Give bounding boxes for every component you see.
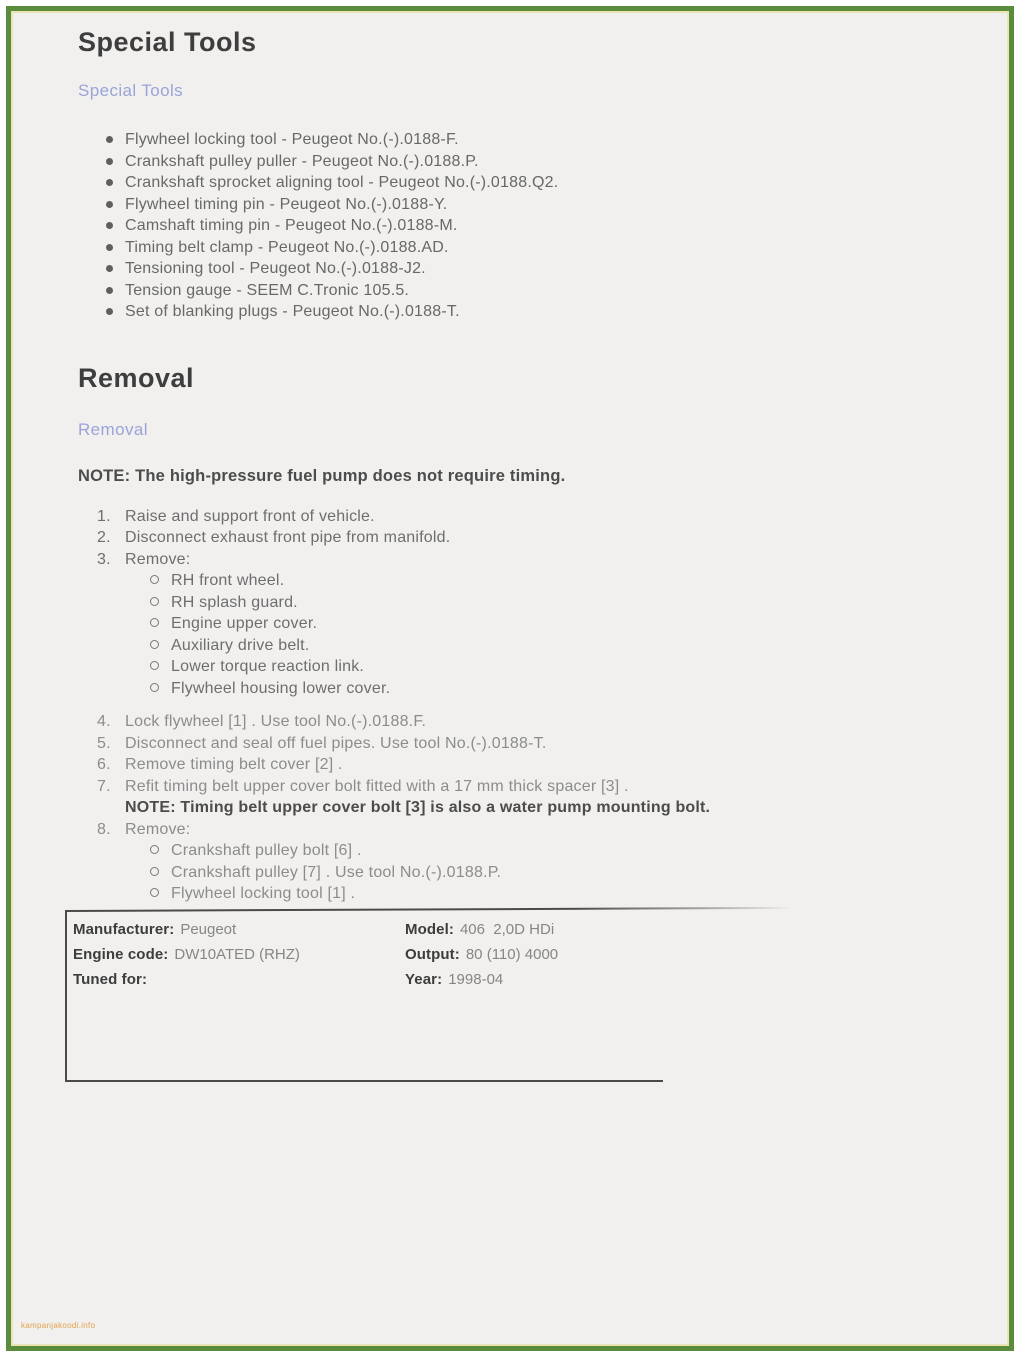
info-label: Manufacturer: bbox=[73, 920, 175, 938]
step7-note: NOTE: Timing belt upper cover bolt [3] is also a water pump mounting bolt. bbox=[125, 799, 711, 816]
tool-item-text: Flywheel timing pin - Peugeot No.(-).0188-Y. bbox=[125, 195, 448, 213]
sub-item bbox=[13, 840, 1007, 862]
info-label: Output: bbox=[405, 945, 460, 963]
step-item bbox=[13, 506, 1007, 528]
sub-item-text: Flywheel locking tool [1] . bbox=[171, 885, 356, 902]
info-label: Year: bbox=[405, 970, 443, 988]
tool-item-text: Camshaft timing pin - Peugeot No.(-).0188-M. bbox=[125, 217, 458, 234]
tool-item-text: Tensioning tool - Peugeot No.(-).0188-J2. bbox=[125, 260, 426, 277]
bullet-icon bbox=[106, 222, 113, 229]
section-title-special-tools: Special Tools bbox=[78, 27, 257, 57]
sub-item bbox=[13, 678, 1007, 700]
info-value: 1998-04 bbox=[448, 970, 504, 988]
bullet-icon bbox=[106, 179, 113, 186]
info-cell bbox=[405, 921, 554, 946]
tool-list-item bbox=[13, 237, 1007, 259]
bullet-icon bbox=[106, 136, 113, 143]
tool-list-item bbox=[13, 215, 1007, 237]
step-item bbox=[13, 527, 1007, 549]
info-cell bbox=[405, 971, 503, 996]
bullet-icon bbox=[106, 244, 113, 251]
circle-bullet-icon bbox=[150, 683, 159, 692]
special-tools-list bbox=[13, 129, 1007, 323]
bullet-icon bbox=[106, 158, 113, 165]
info-label: Tuned for: bbox=[73, 970, 148, 988]
step8-sublist bbox=[13, 840, 1007, 905]
watermark-text: kampanjakoodi.info bbox=[21, 1321, 96, 1330]
step-text: Disconnect and seal off fuel pipes. Use tool No.(-).0188-T. bbox=[125, 734, 547, 752]
circle-bullet-icon bbox=[150, 867, 159, 876]
step-text: Lock flywheel [1] . Use tool No.(-).0188.F. bbox=[125, 713, 427, 730]
info-value: 406 2,0D HDi bbox=[459, 920, 555, 938]
info-cell bbox=[73, 971, 405, 996]
info-label: Model: bbox=[405, 920, 454, 938]
section-title-removal: Removal bbox=[78, 362, 195, 393]
sub-item-text: Lower torque reaction link. bbox=[171, 658, 365, 675]
sub-item bbox=[13, 613, 1007, 635]
tool-item-text: Crankshaft sprocket aligning tool - Peugeot No.(-).0188.Q2. bbox=[125, 174, 559, 191]
step-item bbox=[13, 819, 1007, 841]
tool-list-item bbox=[13, 301, 1007, 323]
circle-bullet-icon bbox=[150, 575, 159, 584]
sub-item-text: Crankshaft pulley [7] . Use tool No.(-).0188.P. bbox=[171, 863, 502, 881]
step-text: Remove: bbox=[125, 820, 191, 838]
bullet-icon bbox=[106, 265, 113, 272]
tool-list-item bbox=[13, 194, 1007, 216]
step-number: 8. bbox=[97, 820, 111, 838]
sub-item bbox=[13, 635, 1007, 657]
section-subtitle-removal: Removal bbox=[78, 419, 148, 439]
page-border bbox=[6, 6, 1014, 1351]
step-number: 3. bbox=[97, 550, 111, 568]
info-box-body bbox=[65, 911, 663, 1082]
sub-item bbox=[13, 656, 1007, 678]
sub-item bbox=[13, 570, 1007, 592]
sub-item bbox=[13, 862, 1007, 884]
step-number: 1. bbox=[97, 507, 111, 525]
bullet-icon bbox=[106, 287, 113, 294]
step-item bbox=[13, 776, 1007, 798]
step-number: 2. bbox=[97, 529, 111, 546]
tool-list-item bbox=[13, 172, 1007, 194]
removal-note: NOTE: The high-pressure fuel pump does not require timing. bbox=[78, 466, 566, 485]
tool-item-text: Flywheel locking tool - Peugeot No.(-).0188-F. bbox=[125, 131, 459, 148]
document-page bbox=[11, 11, 1009, 1346]
sub-item-text: Crankshaft pulley bolt [6] . bbox=[171, 842, 362, 859]
step3-sublist bbox=[13, 570, 1007, 699]
info-row bbox=[73, 946, 663, 971]
sub-item bbox=[13, 883, 1007, 905]
step-item bbox=[13, 754, 1007, 776]
tool-item-text: Crankshaft pulley puller - Peugeot No.(-).0188.P. bbox=[125, 152, 479, 170]
info-cell bbox=[73, 921, 405, 946]
sub-item-text: Engine upper cover. bbox=[171, 615, 318, 632]
tool-item-text: Timing belt clamp - Peugeot No.(-).0188.AD. bbox=[125, 238, 449, 256]
info-cell bbox=[73, 946, 405, 971]
step-text: Disconnect exhaust front pipe from manifold. bbox=[125, 529, 451, 546]
step-text: Raise and support front of vehicle. bbox=[125, 507, 375, 525]
info-cell bbox=[405, 946, 558, 971]
step-item bbox=[13, 549, 1007, 571]
tool-list-item bbox=[13, 258, 1007, 280]
step-text: Remove: bbox=[125, 550, 191, 568]
tool-list-item bbox=[13, 151, 1007, 173]
circle-bullet-icon bbox=[150, 888, 159, 897]
step-item bbox=[13, 711, 1007, 733]
circle-bullet-icon bbox=[150, 640, 159, 649]
circle-bullet-icon bbox=[150, 661, 159, 670]
sub-item-text: Flywheel housing lower cover. bbox=[171, 679, 391, 697]
step-number: 4. bbox=[97, 713, 111, 730]
circle-bullet-icon bbox=[150, 845, 159, 854]
sub-item-text: RH front wheel. bbox=[171, 572, 285, 589]
circle-bullet-icon bbox=[150, 618, 159, 627]
step-text: Refit timing belt upper cover bolt fitted with a 17 mm thick spacer [3] . bbox=[125, 777, 629, 795]
info-label: Engine code: bbox=[73, 945, 169, 963]
step-item bbox=[13, 733, 1007, 755]
tool-item-text: Tension gauge - SEEM C.Tronic 105.5. bbox=[125, 281, 410, 299]
sub-item-text: RH splash guard. bbox=[171, 593, 298, 611]
info-row bbox=[73, 971, 663, 996]
info-row bbox=[73, 921, 663, 946]
info-value: Peugeot bbox=[180, 920, 237, 938]
info-value: 80 (110) 4000 bbox=[465, 945, 559, 963]
info-value: DW10ATED (RHZ) bbox=[174, 945, 300, 963]
step-number: 5. bbox=[97, 734, 111, 752]
sub-item-text: Auxiliary drive belt. bbox=[171, 636, 310, 654]
section-subtitle-special-tools: Special Tools bbox=[78, 81, 184, 100]
tool-list-item bbox=[13, 129, 1007, 151]
step-text: Remove timing belt cover [2] . bbox=[125, 756, 343, 773]
bullet-icon bbox=[106, 201, 113, 208]
circle-bullet-icon bbox=[150, 597, 159, 606]
removal-steps-list bbox=[13, 506, 1007, 905]
vehicle-info-box bbox=[65, 910, 1007, 1082]
tool-list-item bbox=[13, 280, 1007, 302]
step-number: 7. bbox=[97, 777, 111, 795]
bullet-icon bbox=[106, 308, 113, 315]
step-number: 6. bbox=[97, 756, 111, 773]
tool-item-text: Set of blanking plugs - Peugeot No.(-).0188-T. bbox=[125, 303, 460, 320]
sub-item bbox=[13, 592, 1007, 614]
